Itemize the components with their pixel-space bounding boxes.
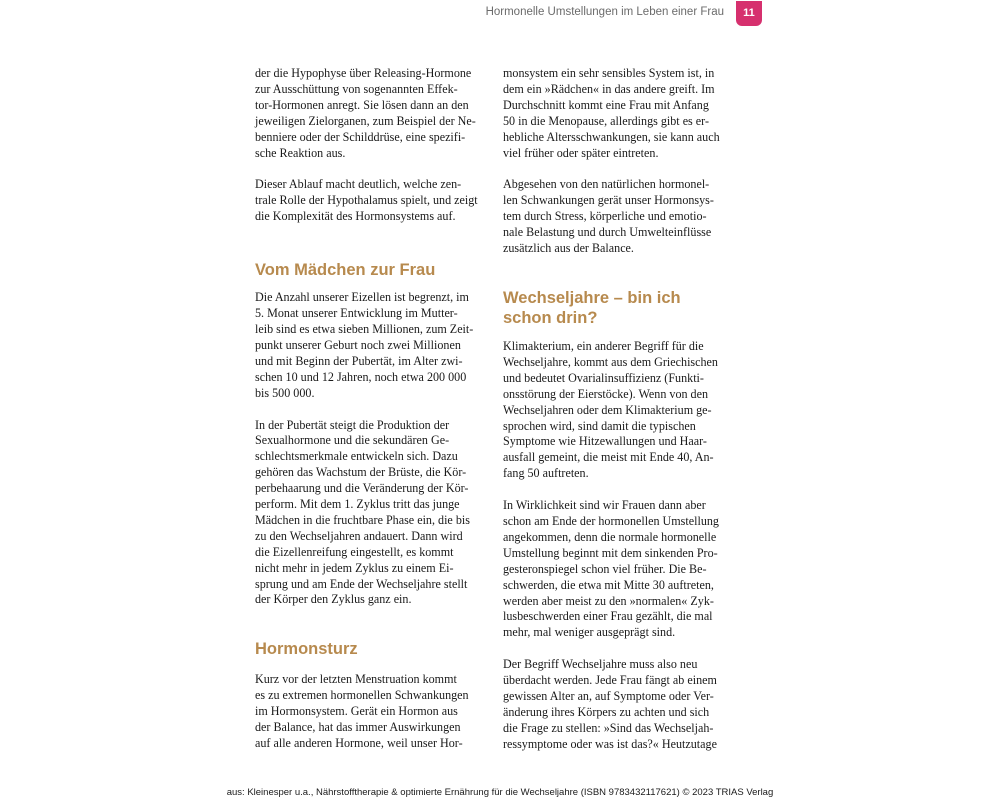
- text-line: fang 50 auftreten.: [503, 466, 589, 481]
- text-line: werden aber meist zu den »normalen« Zyk-: [503, 593, 714, 608]
- text-line: zusätzlich aus der Balance.: [503, 241, 634, 256]
- text-line: Sexualhormone und die sekundären Ge-: [255, 433, 450, 448]
- text-line: Wechseljahren oder dem Klimakterium ge-: [503, 402, 712, 417]
- section-heading: Vom Mädchen zur Frau: [255, 261, 436, 280]
- text-line: Dieser Ablauf macht deutlich, welche zen-: [255, 177, 462, 192]
- text-line: Mädchen in die fruchtbare Phase ein, die bis: [255, 512, 470, 527]
- text-line: punkt unserer Geburt noch zwei Millionen: [255, 337, 461, 352]
- text-line: ausfall gemeint, die meist mit Ende 40, An-: [503, 450, 714, 465]
- text-line: trale Rolle der Hypothalamus spielt, und zeigt: [255, 193, 478, 208]
- text-line: 5. Monat unserer Entwicklung im Mutter-: [255, 306, 458, 321]
- text-line: Klimakterium, ein anderer Begriff für die: [503, 338, 704, 353]
- text-line: ressymptome oder was ist das?« Heutzutage: [503, 736, 717, 751]
- text-line: sprung und am Ende der Wechseljahre stellt: [255, 576, 468, 591]
- text-line: nale Belastung und durch Umwelteinflüsse: [503, 225, 712, 240]
- paragraph: [503, 66, 731, 161]
- page-number-badge: 11: [736, 1, 762, 26]
- text-line: die Frage zu stellen: »Sind das Wechseljah-: [503, 720, 714, 735]
- text-line: und bedeutet Ovarialinsuffizienz (Funkti-: [503, 370, 704, 385]
- text-line: monsystem ein sehr sensibles System ist, in: [503, 66, 715, 80]
- text-line: schen 10 und 12 Jahren, noch etwa 200 000: [255, 369, 467, 384]
- section-heading: [503, 288, 731, 328]
- text-line: und mit Beginn der Pubertät, im Alter zwi-: [255, 353, 463, 368]
- text-line: schon am Ende der hormonellen Umstellung: [503, 514, 719, 529]
- text-line: Kurz vor der letzten Menstruation kommt: [255, 672, 457, 687]
- paragraph: [255, 290, 483, 401]
- text-line: es zu extremen hormonellen Schwankungen: [255, 688, 469, 703]
- text-line: perbehaarung und die Veränderung der Kör-: [255, 481, 469, 496]
- text-line: der Balance, hat das immer Auswirkungen: [255, 720, 461, 735]
- text-line: schlechtsmerkmale entwickeln sich. Dazu: [255, 449, 458, 464]
- text-line: tem durch Stress, körperliche und emotio-: [503, 209, 707, 224]
- text-line: änderung ihres Körpers zu achten und sich: [503, 705, 710, 719]
- paragraph: [503, 657, 731, 752]
- text-line: auf alle anderen Hormone, weil unser Hor-: [255, 736, 463, 750]
- running-header-title: Hormonelle Umstellungen im Leben einer Frau: [485, 6, 724, 18]
- left-column: [255, 66, 483, 752]
- footer-citation: aus: Kleinesper u.a., Nährstofftherapie & optimierte Ernährung für die Wechseljahre (ISBN 9783432117621) © 2023 TRIAS Verlag: [226, 787, 774, 798]
- text-line: jeweiligen Zielorganen, zum Beispiel der Ne-: [255, 113, 476, 128]
- paragraph: [503, 339, 731, 482]
- text-line: mehr, mal weniger ausgeprägt sind.: [503, 625, 676, 640]
- text-line: sche Reaktion aus.: [255, 145, 346, 160]
- text-line: die Eizellenreifung eingestellt, es kommt: [255, 544, 454, 559]
- text-line: Der Begriff Wechseljahre muss also neu: [503, 657, 698, 672]
- text-line: benniere oder der Schilddrüse, eine spezifi-: [255, 129, 466, 144]
- section-heading: Hormonsturz: [255, 640, 358, 659]
- text-line: bis 500 000.: [255, 385, 315, 400]
- text-line: In der Pubertät steigt die Produktion der: [255, 417, 450, 432]
- text-line: schwerden, die etwa mit Mitte 30 auftreten,: [503, 577, 714, 592]
- running-header: [486, 0, 762, 26]
- text-line: lusbeschwerden einer Frau gezählt, die mal: [503, 609, 713, 624]
- text-line: leib sind es etwa sieben Millionen, zum Zeit-: [255, 321, 474, 336]
- text-line: In Wirklichkeit sind wir Frauen dann aber: [503, 498, 706, 513]
- paragraph: [503, 498, 731, 641]
- text-line: zur Ausschüttung von sogenannten Effek-: [255, 81, 458, 96]
- text-line: nicht mehr in jedem Zyklus zu einem Ei-: [255, 560, 454, 575]
- paragraph: [255, 672, 483, 752]
- text-line: hebliche Altersschwankungen, sie kann auch: [503, 129, 720, 144]
- text-line: tor-Hormonen anregt. Sie lösen dann an den: [255, 97, 469, 112]
- text-line: viel früher oder später eintreten.: [503, 145, 659, 160]
- text-line: 50 in die Menopause, allerdings gibt es er-: [503, 113, 709, 128]
- text-line: im Hormonsystem. Gerät ein Hormon aus: [255, 704, 458, 719]
- text-line: len Schwankungen gerät unser Hormonsys-: [503, 193, 714, 208]
- text-line: die Komplexität des Hormonsystems auf.: [255, 209, 456, 224]
- text-line: Umstellung beginnt mit dem sinkenden Pro-: [503, 545, 718, 560]
- paragraph: [255, 177, 483, 225]
- text-line: der die Hypophyse über Releasing-Hormone: [255, 66, 472, 80]
- text-line: Wechseljahre, kommt aus dem Griechischen: [503, 354, 718, 369]
- text-line: onsstörung der Eierstöcke). Wenn von den: [503, 386, 709, 401]
- paragraph: [255, 418, 483, 609]
- paragraph: [503, 177, 731, 257]
- text-line: perform. Mit dem 1. Zyklus tritt das junge: [255, 497, 460, 512]
- text-line: gesteronspiegel schon viel früher. Die Be-: [503, 561, 707, 576]
- heading-line: schon drin?: [503, 308, 598, 327]
- text-line: gehören das Wachstum der Brüste, die Kör-: [255, 465, 467, 480]
- text-line: sprochen wird, sind damit die typischen: [503, 418, 696, 433]
- right-column: [503, 66, 731, 753]
- text-line: dem ein »Rädchen« in das andere greift. Im: [503, 81, 715, 96]
- text-line: zu den Wechseljahren andauert. Dann wird: [255, 528, 463, 543]
- text-line: angekommen, denn die normale hormonelle: [503, 529, 717, 544]
- text-line: Durchschnitt kommt eine Frau mit Anfang: [503, 97, 709, 112]
- text-line: gewissen Alter an, auf Symptome oder Ver-: [503, 689, 714, 704]
- text-line: Symptome wie Hitzewallungen und Haar-: [503, 434, 707, 449]
- text-line: Die Anzahl unserer Eizellen ist begrenzt, im: [255, 290, 469, 305]
- text-line: der Körper den Zyklus ganz ein.: [255, 592, 412, 607]
- paragraph: [255, 66, 483, 161]
- heading-line: Wechseljahre – bin ich: [503, 288, 681, 307]
- text-line: Abgesehen von den natürlichen hormonel-: [503, 177, 710, 192]
- text-line: überdacht werden. Jede Frau fängt ab einem: [503, 673, 717, 688]
